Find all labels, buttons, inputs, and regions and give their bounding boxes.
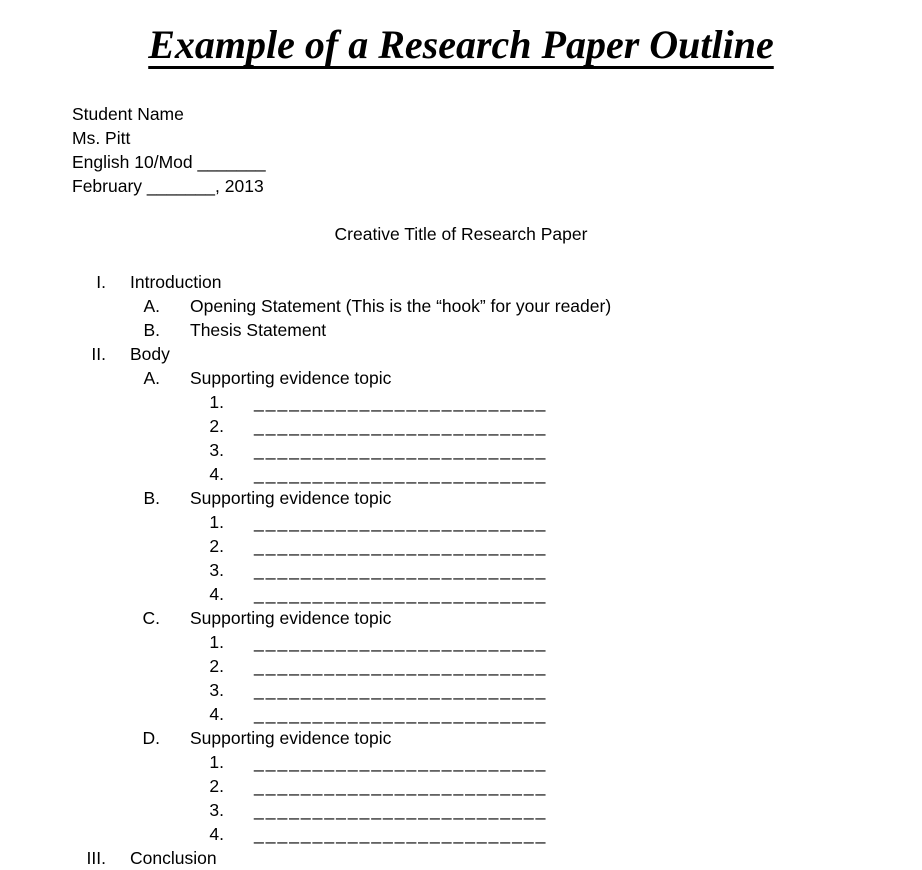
outline-item bbox=[72, 654, 922, 678]
outline-marker: 1. bbox=[209, 752, 224, 772]
blank-fill-line: _________________________ bbox=[254, 392, 548, 412]
outline-marker: 2. bbox=[209, 656, 224, 676]
outline-marker: II. bbox=[91, 344, 106, 364]
outline-text: Supporting evidence topic bbox=[190, 488, 392, 508]
outline-item bbox=[72, 798, 922, 822]
header-line: Ms. Pitt bbox=[72, 128, 131, 148]
outline-marker: 3. bbox=[209, 680, 224, 700]
blank-fill-line: _________________________ bbox=[254, 800, 548, 820]
outline-marker: 4. bbox=[209, 824, 224, 844]
blank-fill-line: _________________________ bbox=[254, 752, 548, 772]
header-line: English 10/Mod _______ bbox=[72, 152, 266, 172]
outline-marker: III. bbox=[86, 848, 106, 868]
blank-fill-line: _________________________ bbox=[254, 776, 548, 796]
outline-item bbox=[72, 534, 922, 558]
outline-item bbox=[72, 390, 922, 414]
outline-marker: 4. bbox=[209, 584, 224, 604]
outline-item bbox=[72, 774, 922, 798]
student-info-block bbox=[72, 102, 922, 198]
outline-item bbox=[72, 486, 922, 510]
outline-item bbox=[72, 702, 922, 726]
blank-fill-line: _________________________ bbox=[254, 464, 548, 484]
outline-marker: A. bbox=[143, 368, 160, 388]
outline-marker: B. bbox=[143, 320, 160, 340]
outline-marker: 3. bbox=[209, 560, 224, 580]
outline-marker: A. bbox=[143, 296, 160, 316]
outline-text: Conclusion bbox=[130, 848, 217, 868]
outline bbox=[0, 270, 922, 870]
header-line: Student Name bbox=[72, 104, 184, 124]
blank-fill-line: _________________________ bbox=[254, 440, 548, 460]
outline-item bbox=[72, 630, 922, 654]
outline-item bbox=[72, 846, 922, 870]
outline-text: Body bbox=[130, 344, 170, 364]
blank-fill-line: _________________________ bbox=[254, 560, 548, 580]
outline-text: Opening Statement (This is the “hook” for your reader) bbox=[190, 296, 612, 316]
outline-item bbox=[72, 294, 922, 318]
outline-marker: I. bbox=[96, 272, 106, 292]
outline-marker: 1. bbox=[209, 632, 224, 652]
outline-text: Supporting evidence topic bbox=[190, 608, 392, 628]
blank-fill-line: _________________________ bbox=[254, 512, 548, 532]
outline-item bbox=[72, 678, 922, 702]
outline-marker: B. bbox=[143, 488, 160, 508]
page-title: Example of a Research Paper Outline bbox=[148, 22, 774, 67]
header-line: February _______, 2013 bbox=[72, 176, 264, 196]
outline-item bbox=[72, 270, 922, 294]
blank-fill-line: _________________________ bbox=[254, 656, 548, 676]
outline-marker: 2. bbox=[209, 776, 224, 796]
outline-item bbox=[72, 342, 922, 366]
outline-item bbox=[72, 606, 922, 630]
outline-marker: 4. bbox=[209, 704, 224, 724]
outline-item bbox=[72, 366, 922, 390]
outline-marker: D. bbox=[142, 728, 160, 748]
outline-item bbox=[72, 438, 922, 462]
outline-text: Supporting evidence topic bbox=[190, 368, 392, 388]
blank-fill-line: _________________________ bbox=[254, 584, 548, 604]
outline-item bbox=[72, 558, 922, 582]
outline-item bbox=[72, 318, 922, 342]
outline-text: Thesis Statement bbox=[190, 320, 327, 340]
outline-marker: 2. bbox=[209, 416, 224, 436]
outline-marker: 4. bbox=[209, 464, 224, 484]
blank-fill-line: _________________________ bbox=[254, 536, 548, 556]
outline-item bbox=[72, 462, 922, 486]
outline-item bbox=[72, 414, 922, 438]
blank-fill-line: _________________________ bbox=[254, 632, 548, 652]
outline-marker: C. bbox=[142, 608, 160, 628]
outline-text: Introduction bbox=[130, 272, 222, 292]
outline-marker: 1. bbox=[209, 512, 224, 532]
outline-text: Supporting evidence topic bbox=[190, 728, 392, 748]
blank-fill-line: _________________________ bbox=[254, 680, 548, 700]
outline-marker: 2. bbox=[209, 536, 224, 556]
outline-item bbox=[72, 582, 922, 606]
blank-fill-line: _________________________ bbox=[254, 416, 548, 436]
paper-title: Creative Title of Research Paper bbox=[334, 224, 588, 244]
outline-item bbox=[72, 726, 922, 750]
outline-item bbox=[72, 750, 922, 774]
outline-marker: 3. bbox=[209, 800, 224, 820]
outline-marker: 3. bbox=[209, 440, 224, 460]
blank-fill-line: _________________________ bbox=[254, 704, 548, 724]
outline-item bbox=[72, 822, 922, 846]
blank-fill-line: _________________________ bbox=[254, 824, 548, 844]
outline-marker: 1. bbox=[209, 392, 224, 412]
outline-item bbox=[72, 510, 922, 534]
